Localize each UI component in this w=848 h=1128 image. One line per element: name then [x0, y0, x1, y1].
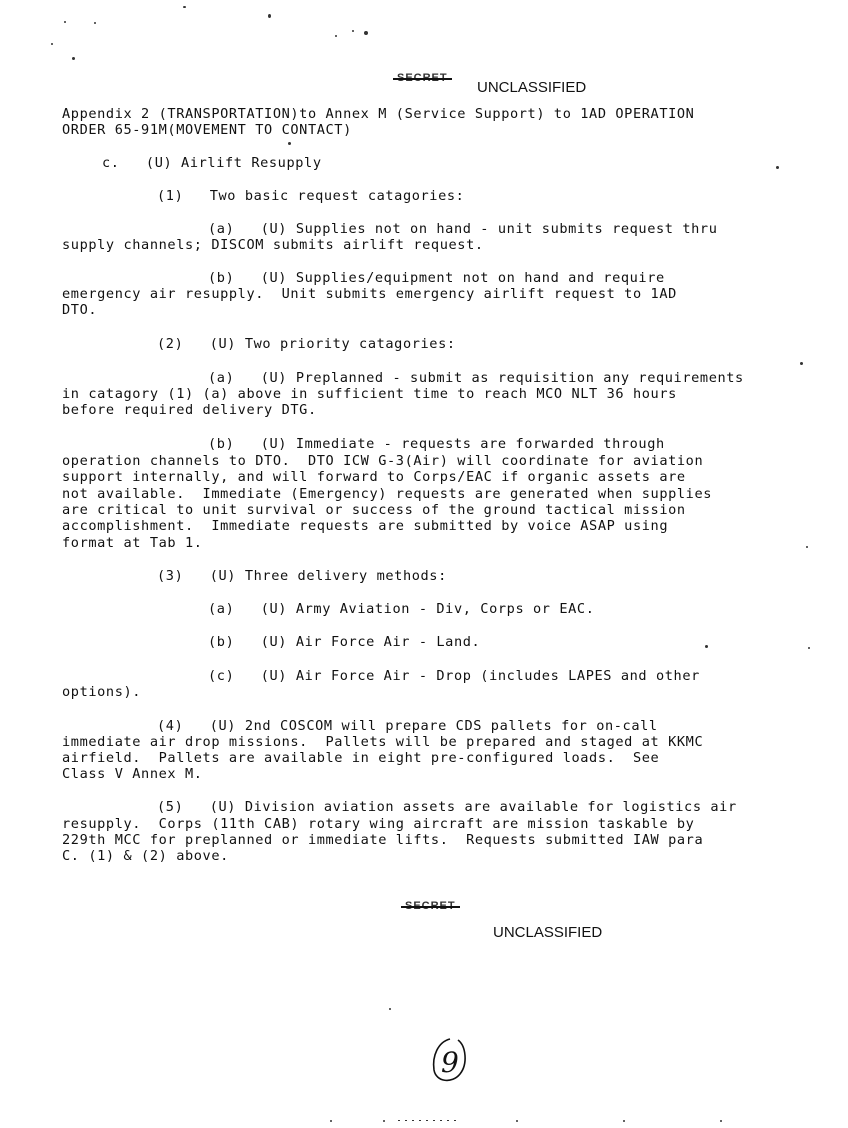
scan-speck: [364, 31, 368, 35]
paragraph-text: (a) (U) Army Aviation - Div, Corps or EAC.: [208, 601, 595, 617]
paragraph-text: (4) (U) 2nd COSCOM will prepare CDS pallets for on-call: [157, 718, 658, 734]
scan-speck: [183, 6, 186, 8]
paragraph-text: (a) (U) Supplies not on hand - unit submits request thru: [208, 221, 718, 237]
scan-speck: [335, 35, 337, 37]
paragraph-text: not available. Immediate (Emergency) requests are generated when supplies: [62, 486, 713, 502]
scan-speck: [623, 1120, 625, 1122]
scan-speck: [389, 1008, 391, 1010]
scan-speck: [352, 30, 354, 32]
paragraph-text: (b) (U) Air Force Air - Land.: [208, 634, 481, 650]
paragraph-text: (a) (U) Preplanned - submit as requisition any requirements: [208, 370, 744, 386]
scan-speck: [705, 645, 708, 648]
scan-speck: [51, 43, 53, 45]
paragraph-text: support internally, and will forward to Corps/EAC if organic assets are: [62, 469, 686, 485]
scan-speck: [64, 21, 66, 23]
paragraph-text: 229th MCC for preplanned or immediate lifts. Requests submitted IAW para: [62, 832, 704, 848]
scan-speck: [800, 362, 803, 365]
classification-header: UNCLASSIFIED: [477, 79, 587, 96]
paragraph-text: (b) (U) Immediate - requests are forwarded through: [208, 436, 665, 452]
scan-speck: [288, 142, 291, 145]
paragraph-text: are critical to unit survival or success of the ground tactical mission: [62, 502, 686, 518]
document-title-line: Appendix 2 (TRANSPORTATION)to Annex M (Service Support) to 1AD OPERATION: [62, 106, 695, 122]
scan-speck: [398, 1120, 458, 1121]
section-heading: c. (U) Airlift Resupply: [102, 155, 322, 171]
scan-speck: [330, 1120, 332, 1122]
struck-classification-footer: SECRET: [405, 900, 456, 912]
page-number-text: 9: [441, 1046, 459, 1079]
scan-speck: [72, 57, 75, 60]
scan-speck: [720, 1120, 722, 1122]
paragraph-text: Class V Annex M.: [62, 766, 203, 782]
paragraph-text: (c) (U) Air Force Air - Drop (includes LAPES and other: [208, 668, 700, 684]
paragraph-text: resupply. Corps (11th CAB) rotary wing aircraft are mission taskable by: [62, 816, 695, 832]
scan-speck: [268, 14, 271, 18]
paragraph-text: operation channels to DTO. DTO ICW G-3(Air) will coordinate for aviation: [62, 453, 704, 469]
paragraph-text: supply channels; DISCOM submits airlift request.: [62, 237, 484, 253]
scan-speck: [808, 647, 810, 649]
paragraph-text: DTO.: [62, 302, 98, 318]
scan-speck: [383, 1120, 385, 1122]
struck-classification-header: SECRET: [397, 72, 448, 84]
paragraph-text: before required delivery DTG.: [62, 402, 317, 418]
paragraph-text: options).: [62, 684, 142, 700]
paragraph-text: emergency air resupply. Unit submits emergency airlift request to 1AD: [62, 286, 677, 302]
paragraph-heading: (3) (U) Three delivery methods:: [157, 568, 447, 584]
paragraph-text: (b) (U) Supplies/equipment not on hand and require: [208, 270, 665, 286]
paragraph-heading: (2) (U) Two priority catagories:: [157, 336, 456, 352]
classification-footer: UNCLASSIFIED: [493, 924, 603, 941]
scan-speck: [94, 22, 96, 24]
scan-speck: [806, 546, 808, 548]
scan-speck: [776, 166, 779, 169]
handwritten-page-number: [430, 1036, 470, 1086]
paragraph-text: format at Tab 1.: [62, 535, 203, 551]
paragraph-heading: (1) Two basic request catagories:: [157, 188, 465, 204]
scan-speck: [516, 1120, 518, 1122]
paragraph-text: airfield. Pallets are available in eight pre-configured loads. See: [62, 750, 660, 766]
paragraph-text: in catagory (1) (a) above in sufficient time to reach MCO NLT 36 hours: [62, 386, 677, 402]
paragraph-text: C. (1) & (2) above.: [62, 848, 229, 864]
paragraph-text: immediate air drop missions. Pallets will be prepared and staged at KKMC: [62, 734, 704, 750]
paragraph-text: (5) (U) Division aviation assets are available for logistics air: [157, 799, 737, 815]
document-title-line: ORDER 65-91M(MOVEMENT TO CONTACT): [62, 122, 352, 138]
paragraph-text: accomplishment. Immediate requests are submitted by voice ASAP using: [62, 518, 669, 534]
